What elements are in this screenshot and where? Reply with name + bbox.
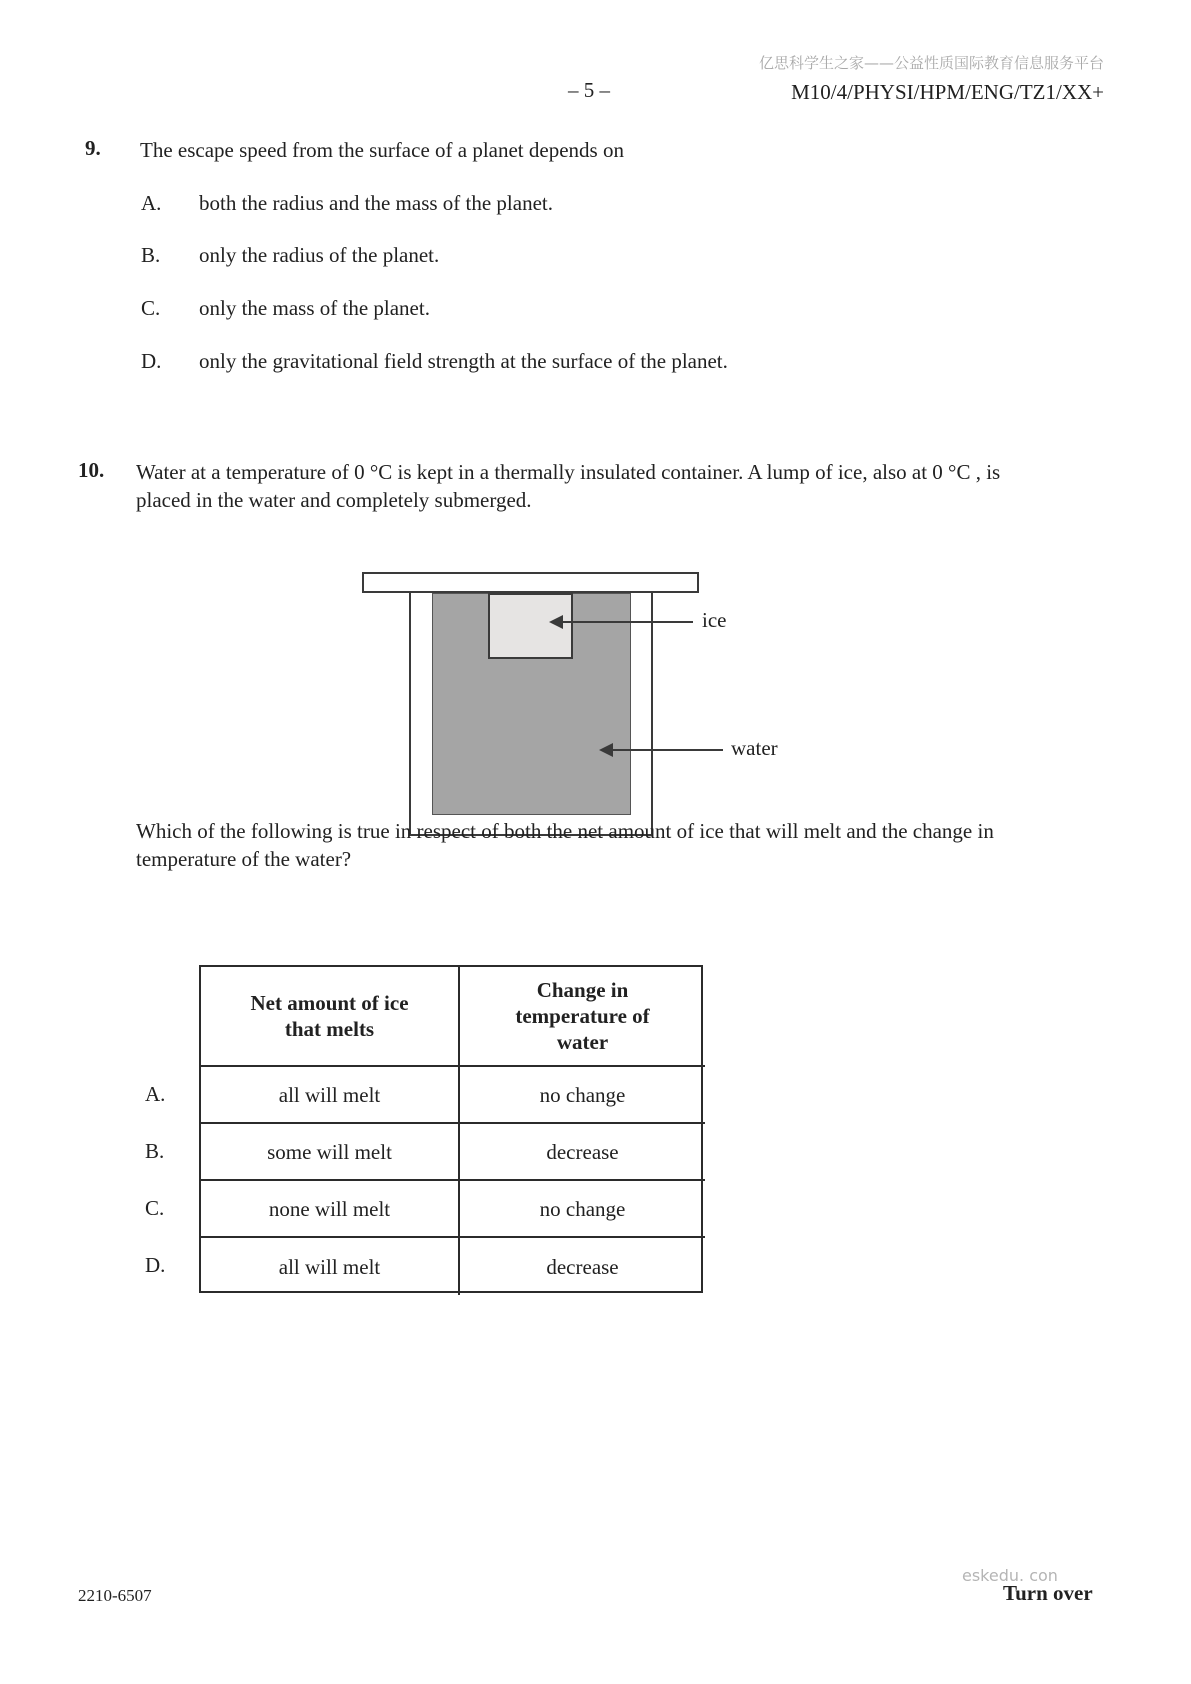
- q10-number: 10.: [78, 458, 105, 482]
- table-row: all will melt: [201, 1238, 460, 1295]
- table-row: no change: [460, 1067, 705, 1124]
- table-row: decrease: [460, 1124, 705, 1181]
- table-row-d-letter: D.: [145, 1253, 166, 1277]
- water-label: water: [731, 736, 778, 760]
- table-row-c-letter: C.: [145, 1196, 165, 1220]
- turn-over-label: Turn over: [1003, 1581, 1093, 1605]
- ice-arrow-line: [562, 621, 693, 623]
- ice-arrow-icon: [549, 615, 563, 629]
- table-row: some will melt: [201, 1124, 460, 1181]
- q9-option-d: [141, 349, 728, 374]
- table-row: no change: [460, 1181, 705, 1238]
- table-row-a-letter: A.: [145, 1082, 166, 1106]
- q10-question: Which of the following is true in respect of both the net amount of ice that will melt and the change in temperature of the water?: [136, 819, 994, 871]
- water-arrow-icon: [599, 743, 613, 757]
- q9-option-c-text: only the mass of the planet.: [199, 296, 430, 320]
- table-row: all will melt: [201, 1067, 460, 1124]
- q9-option-b-text: only the radius of the planet.: [199, 243, 440, 267]
- q9-option-b: [141, 243, 440, 268]
- footer-doc-code: 2210-6507: [78, 1586, 152, 1605]
- table-row: decrease: [546, 1254, 619, 1279]
- q10-stem: Water at a temperature of 0 °C is kept in a thermally insulated container. A lump of ice, also at 0 °C , is placed in the water and completely submerged.: [136, 460, 1001, 512]
- table-header-melt: Net amount of ice that melts: [201, 967, 460, 1067]
- paper-code: M10/4/PHYSI/HPM/ENG/TZ1/XX+: [791, 80, 1104, 104]
- container-lid: [362, 572, 699, 593]
- q9-option-c-letter: C.: [141, 296, 161, 320]
- table-row: none will melt: [201, 1181, 460, 1238]
- table-header-temp: Change in temperature of water: [460, 967, 705, 1067]
- page-number: – 5 –: [568, 78, 610, 102]
- footer-watermark: eskedu. con: [962, 1566, 1058, 1585]
- water-arrow-line: [612, 749, 723, 751]
- table-row-b-letter: B.: [145, 1139, 165, 1163]
- q9-option-a-text: both the radius and the mass of the planet.: [199, 191, 553, 215]
- q9-stem: The escape speed from the surface of a planet depends on: [140, 138, 624, 162]
- q9-option-c: [141, 296, 430, 321]
- answer-table: [199, 965, 703, 1293]
- ice-label: ice: [702, 608, 727, 632]
- q9-option-a-letter: A.: [141, 191, 162, 215]
- q9-option-a: [141, 191, 553, 216]
- q9-option-b-letter: B.: [141, 243, 161, 267]
- q9-option-d-letter: D.: [141, 349, 162, 373]
- q9-number: 9.: [85, 136, 101, 160]
- q9-option-d-text: only the gravitational field strength at the surface of the planet.: [199, 349, 728, 373]
- header-watermark: 亿思科学生之家——公益性质国际教育信息服务平台: [758, 54, 1104, 72]
